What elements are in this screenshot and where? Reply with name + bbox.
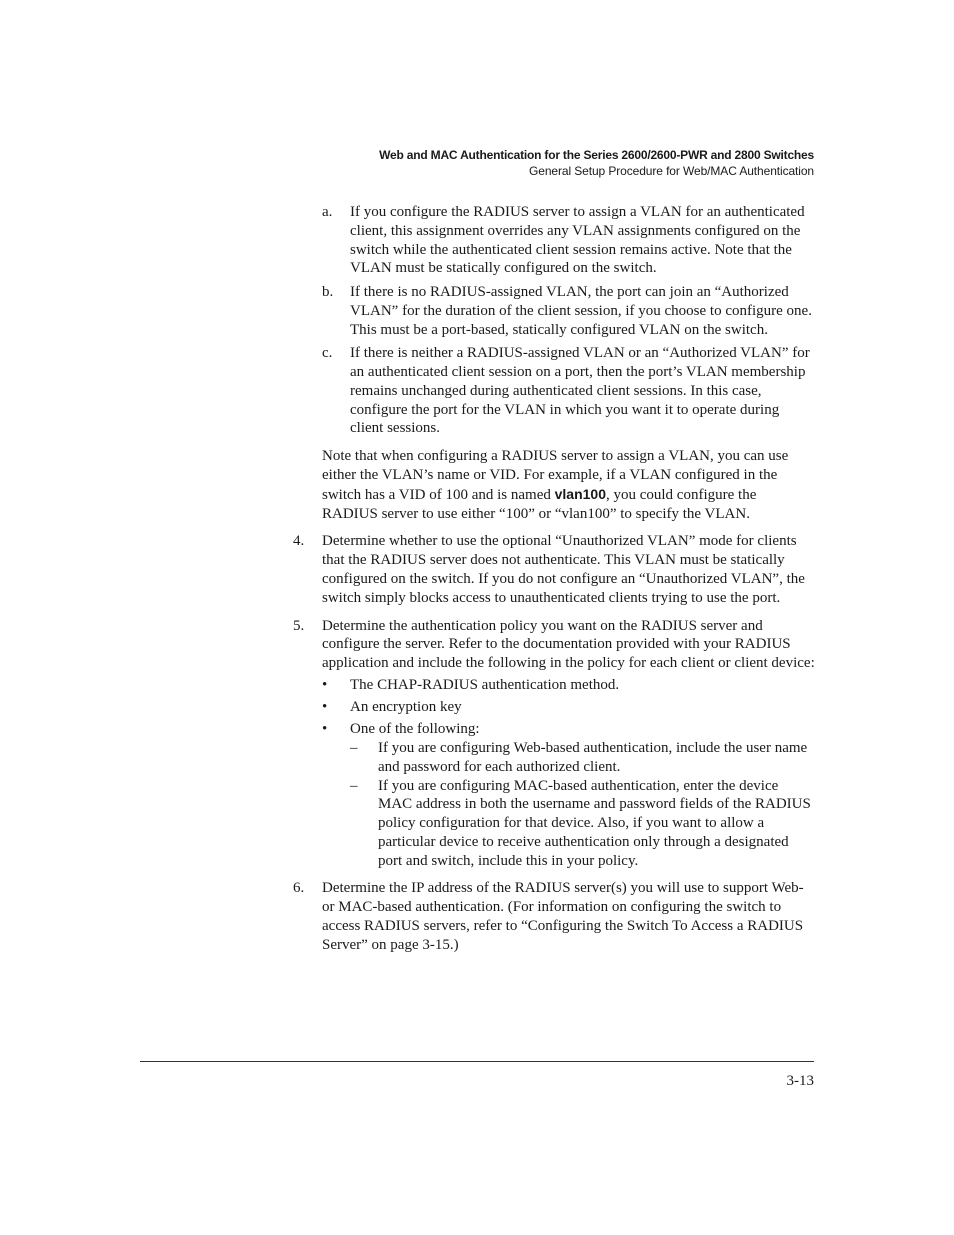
bullet-mark: •	[322, 699, 328, 716]
dash-item	[350, 739, 815, 777]
page-body	[293, 203, 815, 964]
step-6	[293, 879, 815, 954]
step-number: 6.	[293, 880, 305, 897]
item-label: b.	[322, 283, 334, 300]
step-number: 5.	[293, 617, 305, 634]
bullet-mark: •	[322, 676, 328, 693]
dash-mark: –	[350, 739, 358, 756]
note-text-end: , you could configure the RADIUS server to use either “100” or “vlan100” to specify the VLAN.	[322, 486, 757, 522]
list-item-a	[322, 203, 815, 278]
bullet-text: The CHAP-RADIUS authentication method.	[350, 676, 620, 693]
dash-text: If you are configuring MAC-based authentication, enter the device MAC address in both the username and password fields of the RADIUS policy configuration for that device. Also, if you want to allow a particular device to receive authentication only through a designated port and switch, include this in your policy.	[378, 777, 811, 869]
step-4	[293, 532, 815, 607]
bullet-text: One of the following:	[350, 721, 480, 738]
item-text: If there is no RADIUS-assigned VLAN, the port can join an “Authorized VLAN” for the duration of the client session, if you choose to configure one. This must be a port-based, statically configured VLAN on the switch.	[350, 283, 812, 338]
step-content	[322, 617, 815, 871]
dash-text: If you are configuring Web-based authentication, include the user name and password for each authorized client.	[378, 739, 808, 775]
bullet-item	[322, 676, 815, 695]
step-5	[293, 617, 815, 871]
item-label: a.	[322, 204, 333, 220]
header-title: Web and MAC Authentication for the Series 2600/2600-PWR and 2800 Switches	[379, 148, 814, 162]
bullet-item	[322, 698, 815, 717]
list-item-b	[322, 283, 815, 339]
step-text: Determine the IP address of the RADIUS server(s) you will use to support Web- or MAC-based authentication. (For information on configuring the switch to access RADIUS servers, refer to “Configuring the Switch To Access a RADIUS Server” on page 3-15.)	[322, 880, 804, 953]
page-number: 3-13	[786, 1073, 814, 1089]
step-text: Determine the authentication policy you want on the RADIUS server and configure the server. Refer to the documentation provided with your RADIUS application and include the following in the policy for each client or client device:	[322, 617, 815, 672]
bullet-item	[322, 720, 815, 870]
item-text: If you configure the RADIUS server to assign a VLAN for an authenticated client, this assignment overrides any VLAN assignments configured on the switch while the authenticated client session remains active. Note that the VLAN must be statically configured on the switch.	[350, 204, 805, 277]
running-header	[379, 147, 814, 179]
item-label: c.	[322, 345, 333, 362]
header-subtitle: General Setup Procedure for Web/MAC Authentication	[529, 164, 814, 178]
item-text: If there is neither a RADIUS-assigned VLAN or an “Authorized VLAN” for an authenticated client session on a port, then the port’s VLAN membership remains unchanged during authenticated client sessions. In this case, configure the port for the VLAN in which you want it to operate during client sessions.	[350, 345, 810, 437]
footer-rule	[140, 1061, 814, 1062]
dash-item	[350, 777, 815, 871]
step-text: Determine whether to use the optional “Unauthorized VLAN” mode for clients that the RADIUS server does not authenticate. This VLAN must be statically configured on the switch. If you do not configure an “Unauthorized VLAN”, the switch simply blocks access to unauthenticated clients trying to use the port.	[322, 533, 805, 606]
bullet-text: An encryption key	[350, 699, 462, 716]
bullet-mark: •	[322, 721, 328, 738]
note-text-start: Note that when configuring a RADIUS server to assign a VLAN, you can use either the VLAN’s name or VID. For example, if a VLAN configured in the switch has a VID of 100 and is named	[322, 448, 789, 503]
dash-mark: –	[350, 777, 358, 794]
list-item-c	[322, 344, 815, 438]
vlan-name-example: vlan100	[554, 485, 606, 502]
vlan-note-paragraph	[322, 447, 815, 523]
bullet-content	[350, 720, 815, 870]
step-number: 4.	[293, 533, 305, 550]
